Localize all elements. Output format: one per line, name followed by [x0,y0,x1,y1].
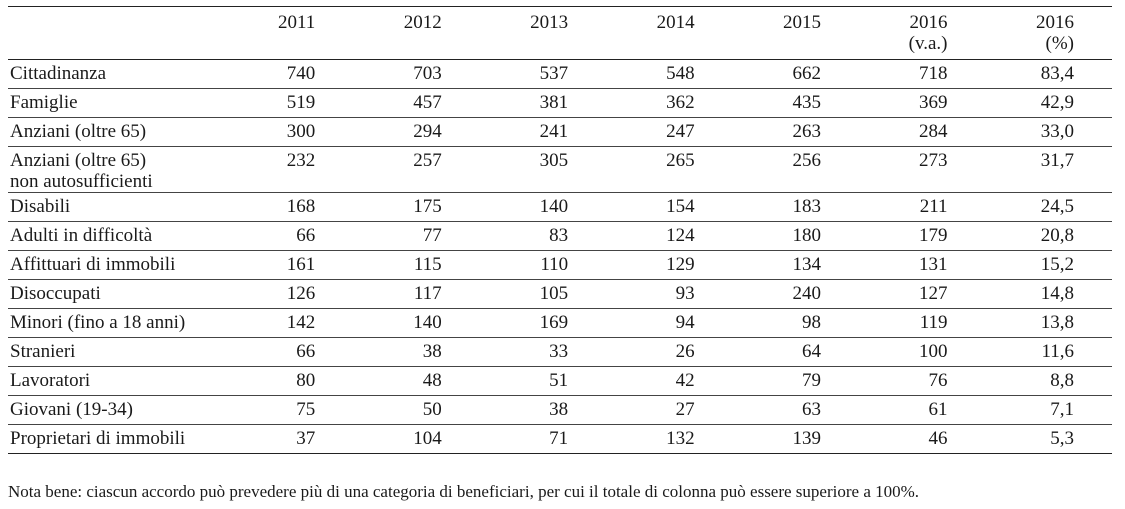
table-cell: 263 [733,117,859,146]
column-header-line1: 2016 [909,12,948,33]
table-cell: 548 [606,59,732,88]
table-cell: 703 [353,59,479,88]
table-cell: 300 [227,117,353,146]
row-label-line1: Cittadinanza [10,62,107,84]
table-cell: 93 [606,279,732,308]
row-label [8,250,227,279]
table-row [8,424,1112,453]
table-cell: 24,5 [986,192,1113,221]
column-header-line2: (v.a.) [908,33,948,54]
table-cell: 100 [859,337,985,366]
table-cell: 256 [733,146,859,192]
table-cell: 175 [353,192,479,221]
table-cell: 457 [353,88,479,117]
table-cell: 257 [353,146,479,192]
table-cell: 15,2 [986,250,1113,279]
table-cell: 83,4 [986,59,1113,88]
table-row [8,395,1112,424]
row-label-line1: Famiglie [10,91,78,113]
table-cell: 132 [606,424,732,453]
column-header-line1: 2016 [1036,12,1074,33]
row-label-line2: non autosufficienti [10,170,153,192]
row-label [8,146,227,192]
table-cell: 124 [606,221,732,250]
row-label-line1: Anziani (oltre 65) [10,120,147,142]
table-cell: 80 [227,366,353,395]
table-cell: 61 [859,395,985,424]
table-row [8,279,1112,308]
table-cell: 26 [606,337,732,366]
table-cell: 127 [859,279,985,308]
column-header-line1: 2012 [403,12,442,33]
table-row [8,250,1112,279]
table-cell: 13,8 [986,308,1113,337]
table-cell: 51 [480,366,606,395]
table-cell: 66 [227,337,353,366]
column-header-line2: (%) [1045,33,1074,54]
column-header [480,7,606,59]
row-label-line1: Proprietari di immobili [10,427,186,449]
row-label-line1: Affittuari di immobili [10,253,176,275]
table-cell: 718 [859,59,985,88]
row-label [8,395,227,424]
table-row [8,337,1112,366]
table-cell: 31,7 [986,146,1113,192]
table-cell: 110 [480,250,606,279]
table-cell: 5,3 [986,424,1113,453]
column-header [986,7,1113,59]
table-row [8,366,1112,395]
table-cell: 71 [480,424,606,453]
table-row [8,308,1112,337]
table-cell: 142 [227,308,353,337]
table-cell: 305 [480,146,606,192]
row-label [8,279,227,308]
table-row [8,146,1112,192]
table-body [8,59,1112,453]
row-label [8,366,227,395]
table-cell: 273 [859,146,985,192]
table-cell: 740 [227,59,353,88]
table-cell: 42,9 [986,88,1113,117]
table-cell: 139 [733,424,859,453]
table-cell: 129 [606,250,732,279]
column-header-line1: 2011 [277,12,316,33]
table-cell: 662 [733,59,859,88]
table-cell: 83 [480,221,606,250]
table-cell: 126 [227,279,353,308]
table-cell: 33 [480,337,606,366]
table-cell: 38 [353,337,479,366]
header-label-cell [8,7,227,59]
table-cell: 519 [227,88,353,117]
table-cell: 211 [859,192,985,221]
table-cell: 94 [606,308,732,337]
table-cell: 119 [859,308,985,337]
table-cell: 241 [480,117,606,146]
column-header [859,7,985,59]
table-cell: 183 [733,192,859,221]
table-cell: 240 [733,279,859,308]
table-cell: 37 [227,424,353,453]
row-label-line1: Lavoratori [10,369,91,391]
table-cell: 381 [480,88,606,117]
column-header [353,7,479,59]
table-cell: 46 [859,424,985,453]
table-cell: 284 [859,117,985,146]
table-cell: 20,8 [986,221,1113,250]
table-cell: 104 [353,424,479,453]
table-cell: 75 [227,395,353,424]
table-cell: 131 [859,250,985,279]
table-cell: 8,8 [986,366,1113,395]
table-cell: 64 [733,337,859,366]
table-cell: 232 [227,146,353,192]
table-cell: 117 [353,279,479,308]
table-cell: 247 [606,117,732,146]
row-label [8,221,227,250]
row-label-line1: Minori (fino a 18 anni) [10,311,186,333]
table-cell: 105 [480,279,606,308]
table-row [8,192,1112,221]
table-cell: 169 [480,308,606,337]
table-cell: 27 [606,395,732,424]
column-header-line1: 2014 [656,12,695,33]
row-label [8,192,227,221]
footnote: Nota bene: ciascun accordo può prevedere più di una categoria di beneficiari, per cui il totale di colonna può essere superiore a 100%. [8,482,920,501]
table-cell: 38 [480,395,606,424]
table-cell: 140 [353,308,479,337]
table-cell: 98 [733,308,859,337]
row-label-line1: Disabili [10,195,71,217]
table-cell: 435 [733,88,859,117]
table-cell: 7,1 [986,395,1113,424]
table-cell: 537 [480,59,606,88]
table-cell: 265 [606,146,732,192]
column-header-line1: 2015 [783,12,822,33]
table-cell: 33,0 [986,117,1113,146]
table-cell: 179 [859,221,985,250]
column-header-line1: 2013 [530,12,569,33]
table-cell: 50 [353,395,479,424]
table-cell: 77 [353,221,479,250]
beneficiaries-table-container [8,6,1112,454]
table-cell: 115 [353,250,479,279]
table-cell: 48 [353,366,479,395]
row-label [8,424,227,453]
table-cell: 11,6 [986,337,1113,366]
row-label [8,117,227,146]
column-header [227,7,353,59]
table-cell: 134 [733,250,859,279]
row-label [8,308,227,337]
table-row [8,221,1112,250]
row-label-line1: Stranieri [10,340,76,362]
row-label-line1: Anziani (oltre 65) [10,149,147,171]
table-cell: 42 [606,366,732,395]
table-cell: 140 [480,192,606,221]
table-header-row [8,7,1112,59]
table-cell: 161 [227,250,353,279]
column-header [606,7,732,59]
table-row [8,59,1112,88]
table-cell: 14,8 [986,279,1113,308]
table-cell: 66 [227,221,353,250]
table-cell: 294 [353,117,479,146]
column-header [733,7,859,59]
table-cell: 79 [733,366,859,395]
table-cell: 362 [606,88,732,117]
table-cell: 63 [733,395,859,424]
row-label-line1: Disoccupati [10,282,101,304]
table-cell: 154 [606,192,732,221]
table-row [8,117,1112,146]
row-label [8,88,227,117]
table-cell: 168 [227,192,353,221]
table-row [8,88,1112,117]
row-label [8,337,227,366]
row-label-line1: Adulti in difficoltà [10,224,153,246]
row-label-line1: Giovani (19-34) [10,398,133,420]
row-label [8,59,227,88]
beneficiaries-table [8,7,1112,454]
table-cell: 76 [859,366,985,395]
table-cell: 369 [859,88,985,117]
table-cell: 180 [733,221,859,250]
